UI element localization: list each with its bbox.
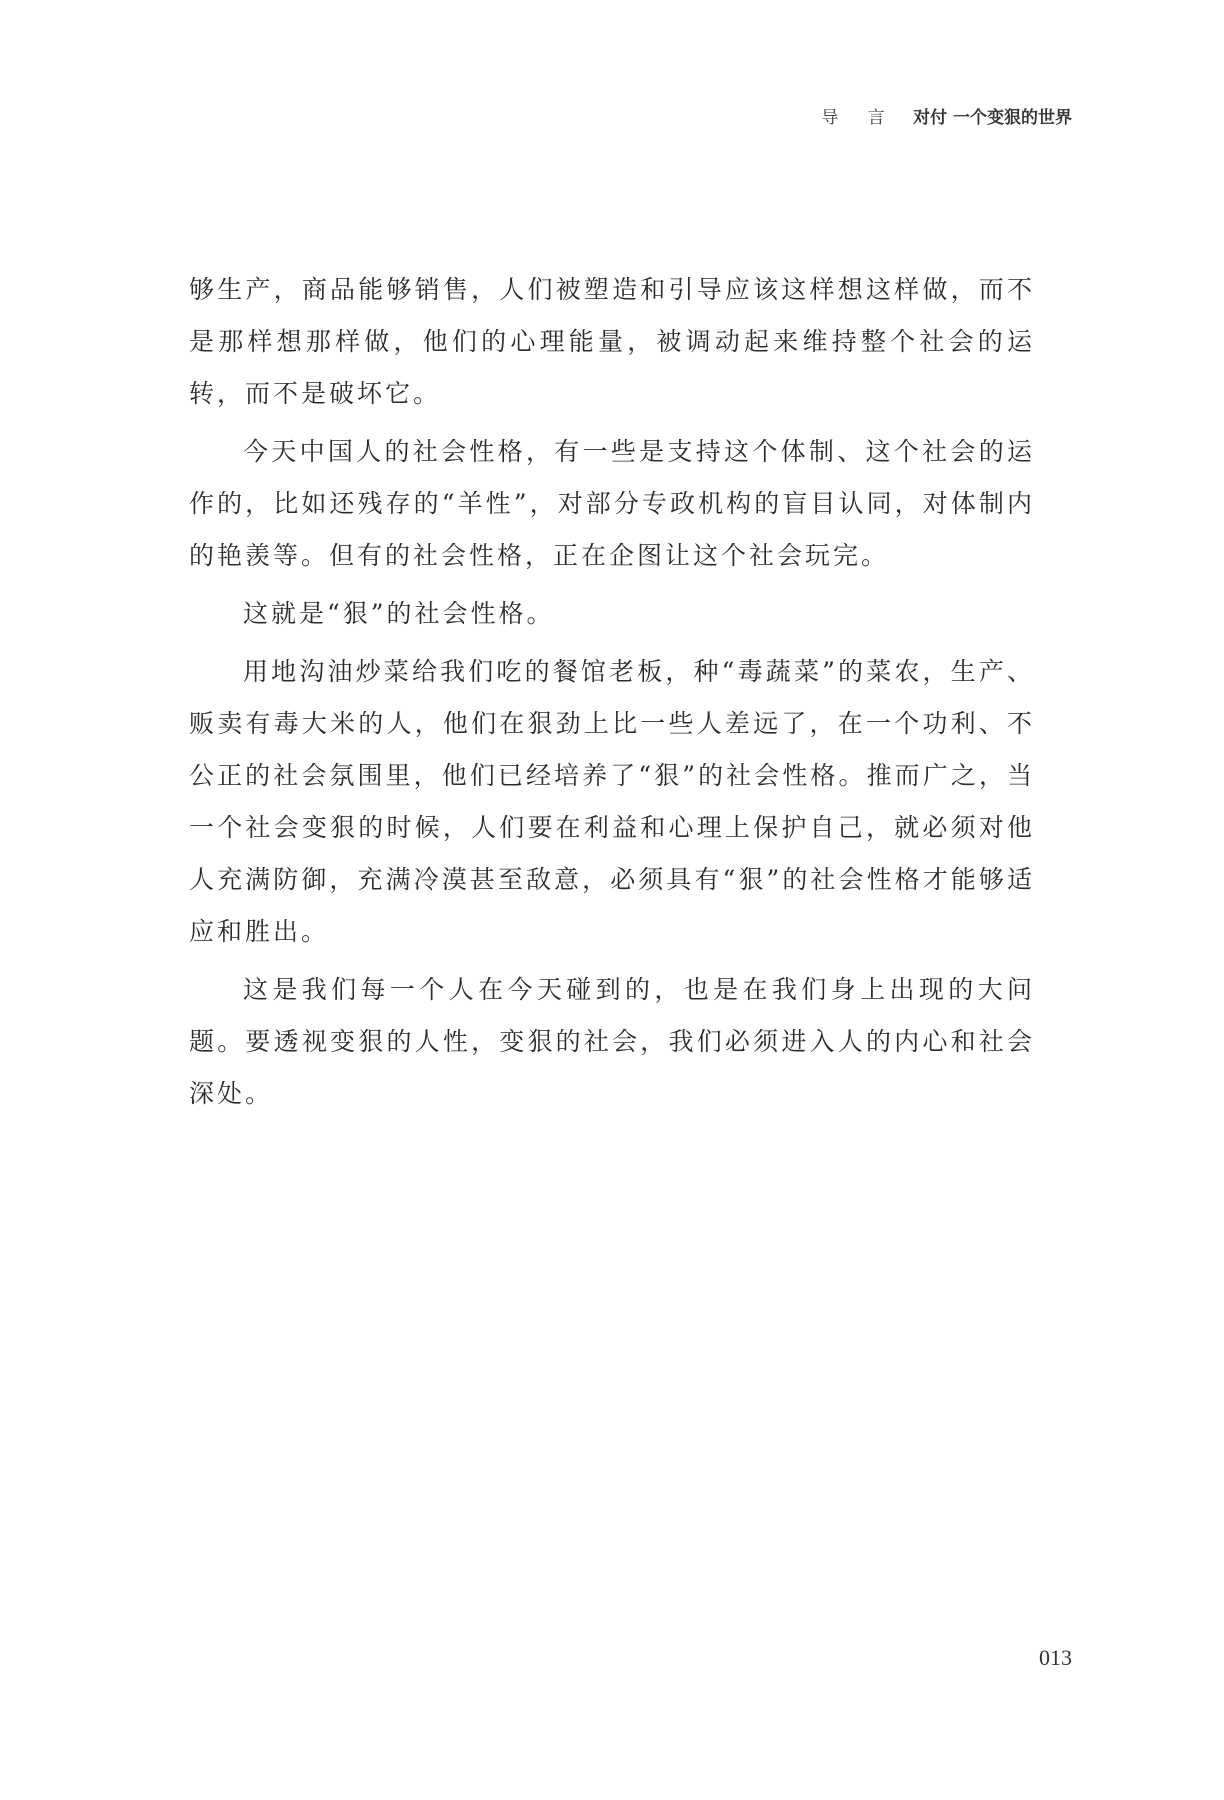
header-chapter-title: 对付 一个变狠的世界	[913, 108, 1072, 128]
page-number: 013	[1039, 1645, 1072, 1670]
body-text	[189, 264, 1035, 1126]
running-header	[821, 103, 1072, 128]
paragraph: 用地沟油炒菜给我们吃的餐馆老板，种“毒蔬菜”的菜农，生产、贩卖有毒大米的人，他们在狠劲上比一些人差远了，在一个功利、不公正的社会氛围里，他们已经培养了“狠”的社会性格。推而广之，当一个社会变狠的时候，人们要在利益和心理上保护自己，就必须对他人充满防御，充满冷漠甚至敌意，必须具有“狠”的社会性格才能够适应和胜出。	[189, 657, 1035, 946]
paragraph: 这就是“狠”的社会性格。	[243, 599, 555, 628]
paragraph: 这是我们每一个人在今天碰到的，也是在我们身上出现的大问题。要透视变狠的人性，变狠的社会，我们必须进入人的内心和社会深处。	[189, 975, 1035, 1108]
paragraph: 今天中国人的社会性格，有一些是支持这个体制、这个社会的运作的，比如还残存的“羊性”，对部分专政机构的盲目认同，对体制内的艳羡等。但有的社会性格，正在企图让这个社会玩完。	[189, 437, 1035, 570]
paragraph-continued: 够生产，商品能够销售，人们被塑造和引导应该这样想这样做，而不是那样想那样做，他们的心理能量，被调动起来维持整个社会的运转，而不是破坏它。	[189, 275, 1035, 408]
header-section-label: 导 言	[821, 108, 897, 128]
